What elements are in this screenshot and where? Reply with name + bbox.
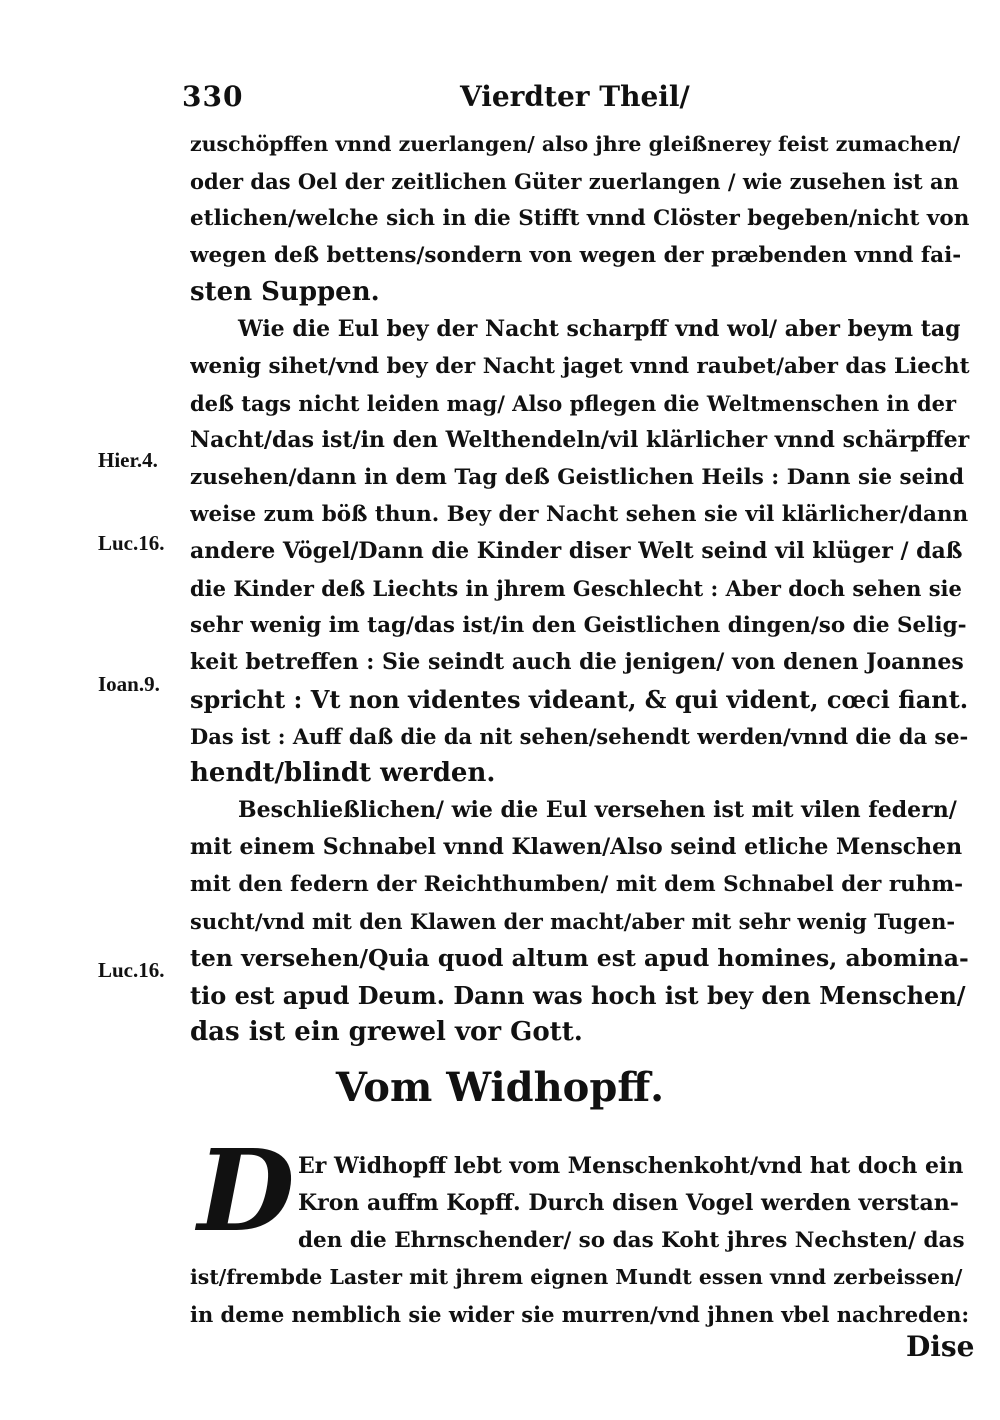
text-line: sucht/vnd mit den Klawen der macht/aber mit sehr wenig Tugen- bbox=[190, 909, 956, 934]
paragraph-owl-night bbox=[190, 311, 970, 792]
text-line: weise zum böß thun. Bey der Nacht sehen sie vil klärlicher/dann bbox=[190, 502, 969, 527]
text-line: in deme nemblich sie wider sie murren/vnd jhnen vbel nachreden: bbox=[190, 1302, 970, 1327]
text-line: ten versehen/Quia quod altum est apud homines, abomina- bbox=[190, 944, 969, 972]
margin-note-ioan: Ioan.9. bbox=[98, 672, 160, 696]
margin-note-luc: Luc.16. bbox=[98, 958, 165, 982]
text-line: oder das Oel der zeitlichen Güter zuerlangen / wie zusehen ist an bbox=[190, 169, 959, 194]
text-line: mit den federn der Reichthumben/ mit dem Schnabel der ruhm- bbox=[190, 872, 964, 897]
page-number: 330 bbox=[182, 80, 244, 113]
text-line: sten Suppen. bbox=[190, 277, 380, 307]
running-head: Vierdter Theil/ bbox=[460, 80, 690, 113]
text-line: spricht : Vt non videntes videant, & qui vident, cœci fiant. bbox=[190, 685, 969, 714]
text-line: zusehen/dann in dem Tag deß Geistlichen Heils : Dann sie seind bbox=[190, 465, 965, 490]
text-line: den die Ehrnschender/ so das Koht jhres Nechsten/ das bbox=[298, 1228, 965, 1253]
text-line: ist/frembde Laster mit jhrem eignen Mundt essen vnnd zerbeissen/ bbox=[190, 1265, 963, 1289]
text-line: keit betreffen : Sie seindt auch die jenigen/ von denen Joannes bbox=[190, 649, 964, 675]
text-line: Nacht/das ist/in den Welthendeln/vil klärlicher vnnd schärpffer bbox=[190, 427, 970, 453]
text-line: hendt/blindt werden. bbox=[190, 758, 496, 788]
text-line: mit einem Schnabel vnnd Klawen/Also seind etliche Menschen bbox=[190, 834, 963, 860]
text-line: tio est apud Deum. Dann was hoch ist bey den Menschen/ bbox=[190, 981, 966, 1010]
drop-cap: D bbox=[197, 1126, 295, 1257]
text-line: etlichen/welche sich in die Stifft vnnd Clöster begeben/nicht von bbox=[190, 206, 970, 231]
paragraph-hoopoe-top bbox=[298, 1148, 970, 1259]
text-line: sehr wenig im tag/das ist/in den Geistlichen dingen/so die Selig- bbox=[190, 613, 967, 638]
text-line: andere Vögel/Dann die Kinder diser Welt seind vil klüger / daß bbox=[190, 538, 963, 564]
text-line: wegen deß bettens/sondern von wegen der præbenden vnnd fai- bbox=[190, 243, 962, 268]
page-header bbox=[0, 74, 1000, 114]
paragraph-continuation bbox=[190, 126, 970, 311]
section-heading: Vom Widhopff. bbox=[335, 1064, 665, 1111]
catchword: Dise bbox=[906, 1330, 975, 1363]
paragraph-owl-feathers bbox=[190, 792, 970, 1051]
text-line: Das ist : Auff daß die da nit sehen/sehendt werden/vnnd die da se- bbox=[190, 724, 969, 749]
text-line: die Kinder deß Liechts in jhrem Geschlecht : Aber doch sehen sie bbox=[190, 576, 962, 601]
text-line: zuschöpffen vnnd zuerlangen/ also jhre gleißnerey feist zumachen/ bbox=[190, 132, 961, 156]
margin-note-luc: Luc.16. bbox=[98, 531, 165, 555]
text-line: Beschließlichen/ wie die Eul versehen ist mit vilen federn/ bbox=[238, 797, 957, 823]
paragraph-hoopoe-bottom bbox=[190, 1259, 970, 1333]
text-line: das ist ein grewel vor Gott. bbox=[190, 1017, 583, 1047]
text-line: wenig sihet/vnd bey der Nacht jaget vnnd raubet/aber das Liecht bbox=[190, 354, 970, 379]
text-line: deß tags nicht leiden mag/ Also pflegen die Weltmenschen in der bbox=[190, 391, 957, 416]
text-line: Wie die Eul bey der Nacht scharpff vnd wol/ aber beym tag bbox=[238, 316, 961, 342]
text-line: Kron auffm Kopff. Durch disen Vogel werden verstan- bbox=[298, 1190, 959, 1216]
margin-note-hier: Hier.4. bbox=[98, 448, 158, 472]
text-line: Er Widhopff lebt vom Menschenkoht/vnd hat doch ein bbox=[298, 1153, 964, 1179]
